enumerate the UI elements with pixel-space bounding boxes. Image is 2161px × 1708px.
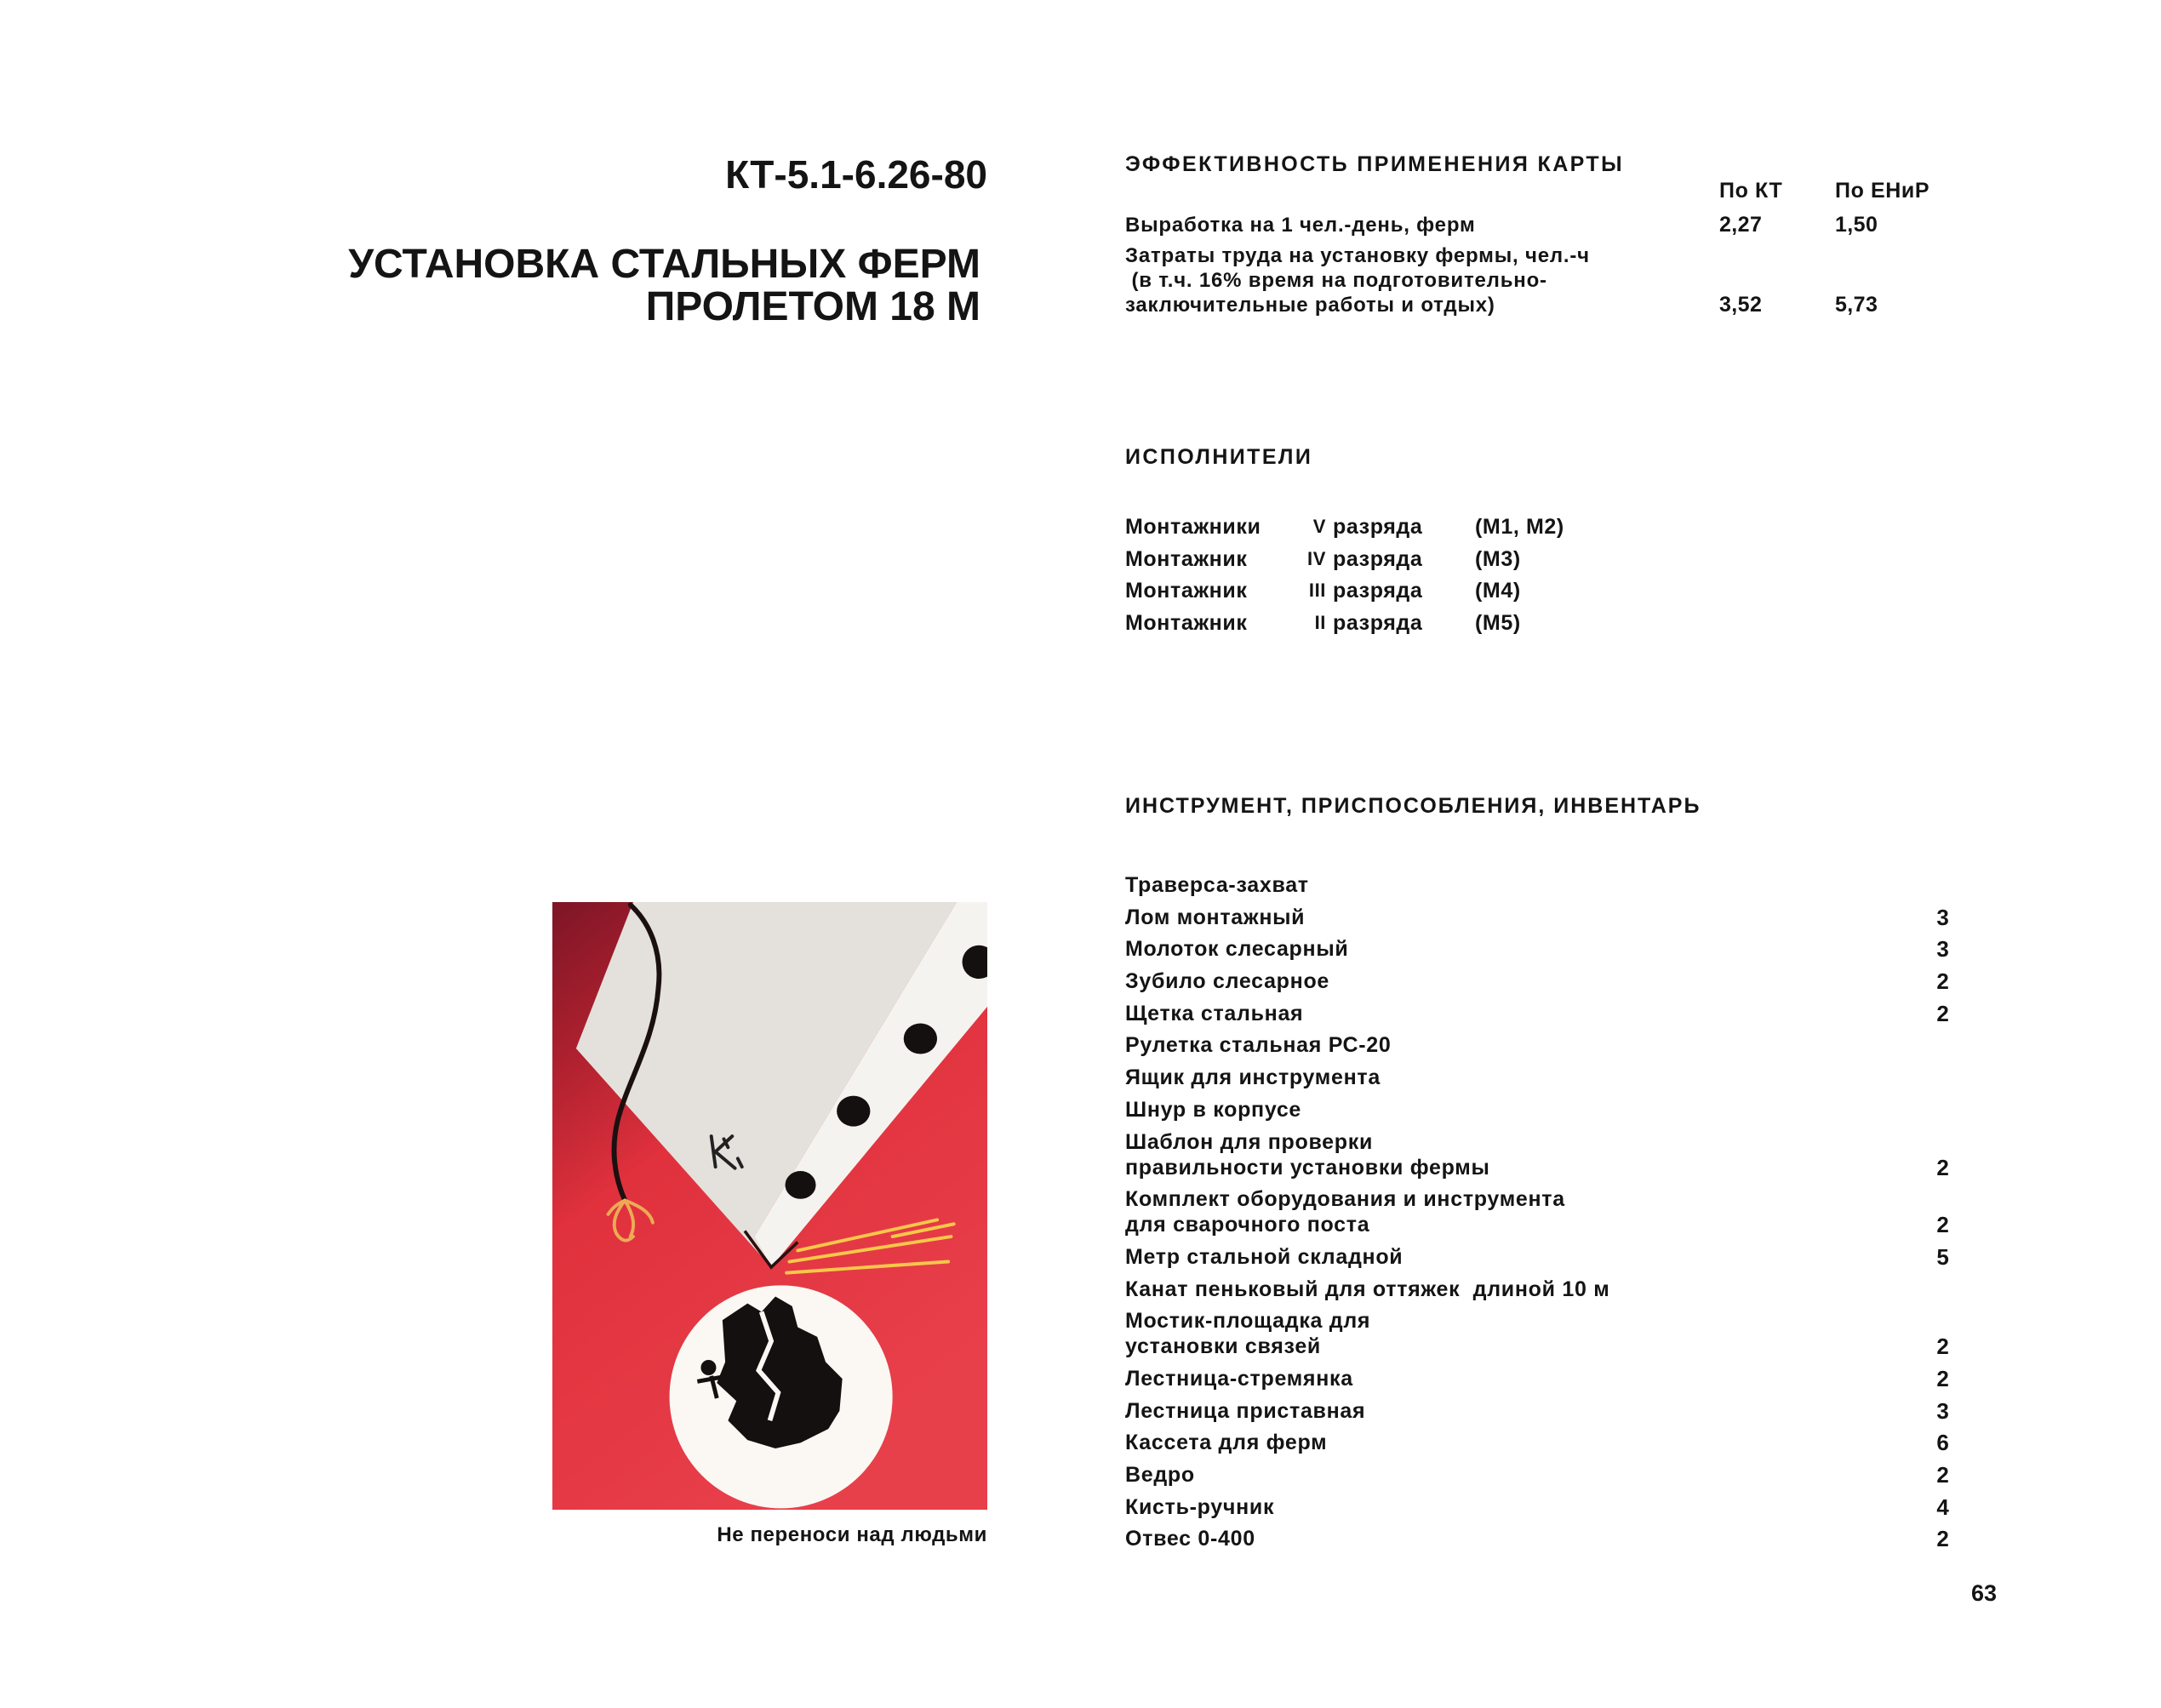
- tool-name: установки связей: [1125, 1334, 1321, 1359]
- document-title: [348, 243, 980, 328]
- performer-grade-word: разряда: [1333, 579, 1423, 603]
- tool-item: [1125, 1065, 1976, 1090]
- performers-list: [1125, 514, 1721, 643]
- performer-code: (М5): [1475, 611, 1521, 636]
- efficiency-value-kt: 3,52: [1719, 293, 1763, 317]
- tool-name: Метр стальной складной: [1125, 1244, 1404, 1269]
- tool-quantity: 2: [1936, 968, 1950, 995]
- illustration-caption: Не переноси над людьми: [717, 1523, 987, 1546]
- tool-quantity: 2: [1936, 1000, 1950, 1026]
- efficiency-value-kt: 2,27: [1719, 213, 1763, 237]
- tool-name: Комплект оборудования и инструмента: [1125, 1187, 1565, 1212]
- bolt-hole: [837, 1096, 870, 1127]
- efficiency-value-enir: 5,73: [1835, 293, 1878, 317]
- tool-item: [1125, 1308, 1976, 1359]
- tool-item: [1125, 1097, 1976, 1122]
- tool-name: Молоток слесарный: [1125, 937, 1349, 962]
- tool-quantity: 3: [1936, 1397, 1950, 1424]
- performer-row: [1125, 610, 1721, 636]
- tool-item: [1125, 1430, 1976, 1455]
- efficiency-column-kt: По КТ: [1719, 179, 1783, 203]
- tool-name: Лом монтажный: [1125, 905, 1306, 929]
- efficiency-column-enir: По ЕНиР: [1835, 179, 1930, 203]
- efficiency-row-label: Затраты труда на установку фермы, чел.-ч: [1125, 244, 1590, 267]
- efficiency-row-label: (в т.ч. 16% время на подготовительно-: [1125, 269, 1547, 292]
- tool-name: Кисть-ручник: [1125, 1494, 1275, 1519]
- performer-role: Монтажники: [1125, 515, 1261, 539]
- tool-quantity: 3: [1936, 936, 1950, 963]
- tool-item: [1125, 1526, 1976, 1551]
- performer-code: (М3): [1475, 546, 1521, 571]
- tool-item: [1125, 1186, 1976, 1237]
- tool-item: [1125, 1244, 1976, 1270]
- tool-quantity: 2: [1936, 1154, 1950, 1180]
- tool-name: Лестница-стремянка: [1125, 1366, 1353, 1391]
- tool-name: правильности установки фермы: [1125, 1155, 1490, 1180]
- tool-item: [1125, 936, 1976, 962]
- tool-quantity: 2: [1936, 1212, 1950, 1238]
- tool-name: Ящик для инструмента: [1125, 1065, 1381, 1090]
- efficiency-row-label: заключительные работы и отдых): [1125, 294, 1495, 317]
- tool-name: Мостик-площадка для: [1125, 1309, 1371, 1334]
- tool-quantity: 2: [1936, 1526, 1950, 1552]
- tool-name: Лестница приставная: [1125, 1398, 1366, 1423]
- tool-name: Отвес 0-400: [1125, 1527, 1255, 1551]
- tool-quantity: 6: [1936, 1430, 1950, 1456]
- document-title-line: ПРОЛЕТОМ 18 М: [645, 284, 980, 329]
- tool-quantity: 2: [1936, 1334, 1950, 1360]
- performer-role: Монтажник: [1125, 546, 1248, 571]
- performer-grade: IV: [1307, 547, 1326, 569]
- tool-item: [1125, 1398, 1976, 1424]
- tool-item: [1125, 1462, 1976, 1488]
- tool-name: Щетка стальная: [1125, 1001, 1304, 1025]
- tool-item: [1125, 968, 1976, 994]
- safety-poster-illustration: [552, 902, 987, 1510]
- performer-row: [1125, 514, 1721, 540]
- tool-name: для сварочного поста: [1125, 1213, 1370, 1237]
- efficiency-value-enir: 1,50: [1835, 213, 1878, 237]
- document-code: КТ-5.1-6.26-80: [725, 152, 987, 197]
- tools-list: [1125, 872, 1976, 1558]
- performer-row: [1125, 578, 1721, 603]
- tool-name: Канат пеньковый для оттяжек длиной 10 м: [1125, 1277, 1610, 1301]
- tool-name: Шаблон для проверки: [1125, 1129, 1374, 1154]
- tool-name: Зубило слесарное: [1125, 969, 1330, 994]
- performer-grade: II: [1314, 612, 1326, 634]
- tool-item: [1125, 1001, 1976, 1026]
- tool-name: Рулетка стальная РС-20: [1125, 1033, 1392, 1058]
- tool-name: Кассета для ферм: [1125, 1431, 1328, 1455]
- tool-item: [1125, 872, 1976, 898]
- tool-item: [1125, 1277, 1976, 1302]
- efficiency-heading: ЭФФЕКТИВНОСТЬ ПРИМЕНЕНИЯ КАРТЫ: [1125, 152, 1624, 176]
- tool-quantity: 3: [1936, 904, 1950, 930]
- performer-grade-word: разряда: [1333, 611, 1423, 636]
- page-number: 63: [1971, 1580, 1998, 1606]
- performer-role: Монтажник: [1125, 611, 1248, 636]
- performer-code: (М4): [1475, 579, 1521, 603]
- tool-quantity: 2: [1936, 1365, 1950, 1391]
- performer-role: Монтажник: [1125, 579, 1248, 603]
- performer-grade-word: разряда: [1333, 546, 1423, 571]
- efficiency-row: [1125, 243, 1976, 317]
- tool-quantity: 2: [1936, 1462, 1950, 1488]
- performer-code: (М1, М2): [1475, 515, 1564, 539]
- performer-grade-word: разряда: [1333, 515, 1423, 539]
- performers-heading: ИСПОЛНИТЕЛИ: [1125, 445, 1313, 469]
- tool-item: [1125, 1032, 1976, 1058]
- performer-row: [1125, 546, 1721, 572]
- efficiency-row-label: Выработка на 1 чел.-день, ферм: [1125, 214, 1476, 237]
- bolt-hole: [786, 1171, 816, 1199]
- tool-quantity: 4: [1936, 1494, 1950, 1520]
- tool-item: [1125, 1366, 1976, 1391]
- tool-item: [1125, 905, 1976, 930]
- document-title-line: УСТАНОВКА СТАЛЬНЫХ ФЕРМ: [348, 242, 980, 287]
- tool-item: [1125, 1129, 1976, 1180]
- bolt-hole: [904, 1023, 937, 1054]
- tool-quantity: 5: [1936, 1243, 1950, 1270]
- tool-item: [1125, 1494, 1976, 1520]
- efficiency-row: [1125, 213, 1976, 237]
- performer-grade: V: [1312, 516, 1326, 537]
- performer-grade: III: [1308, 580, 1326, 602]
- tools-heading: ИНСТРУМЕНТ, ПРИСПОСОБЛЕНИЯ, ИНВЕНТАРЬ: [1125, 794, 1701, 818]
- tool-name: Ведро: [1125, 1463, 1195, 1487]
- tool-name: Траверса-захват: [1125, 873, 1309, 897]
- tool-name: Шнур в корпусе: [1125, 1097, 1302, 1122]
